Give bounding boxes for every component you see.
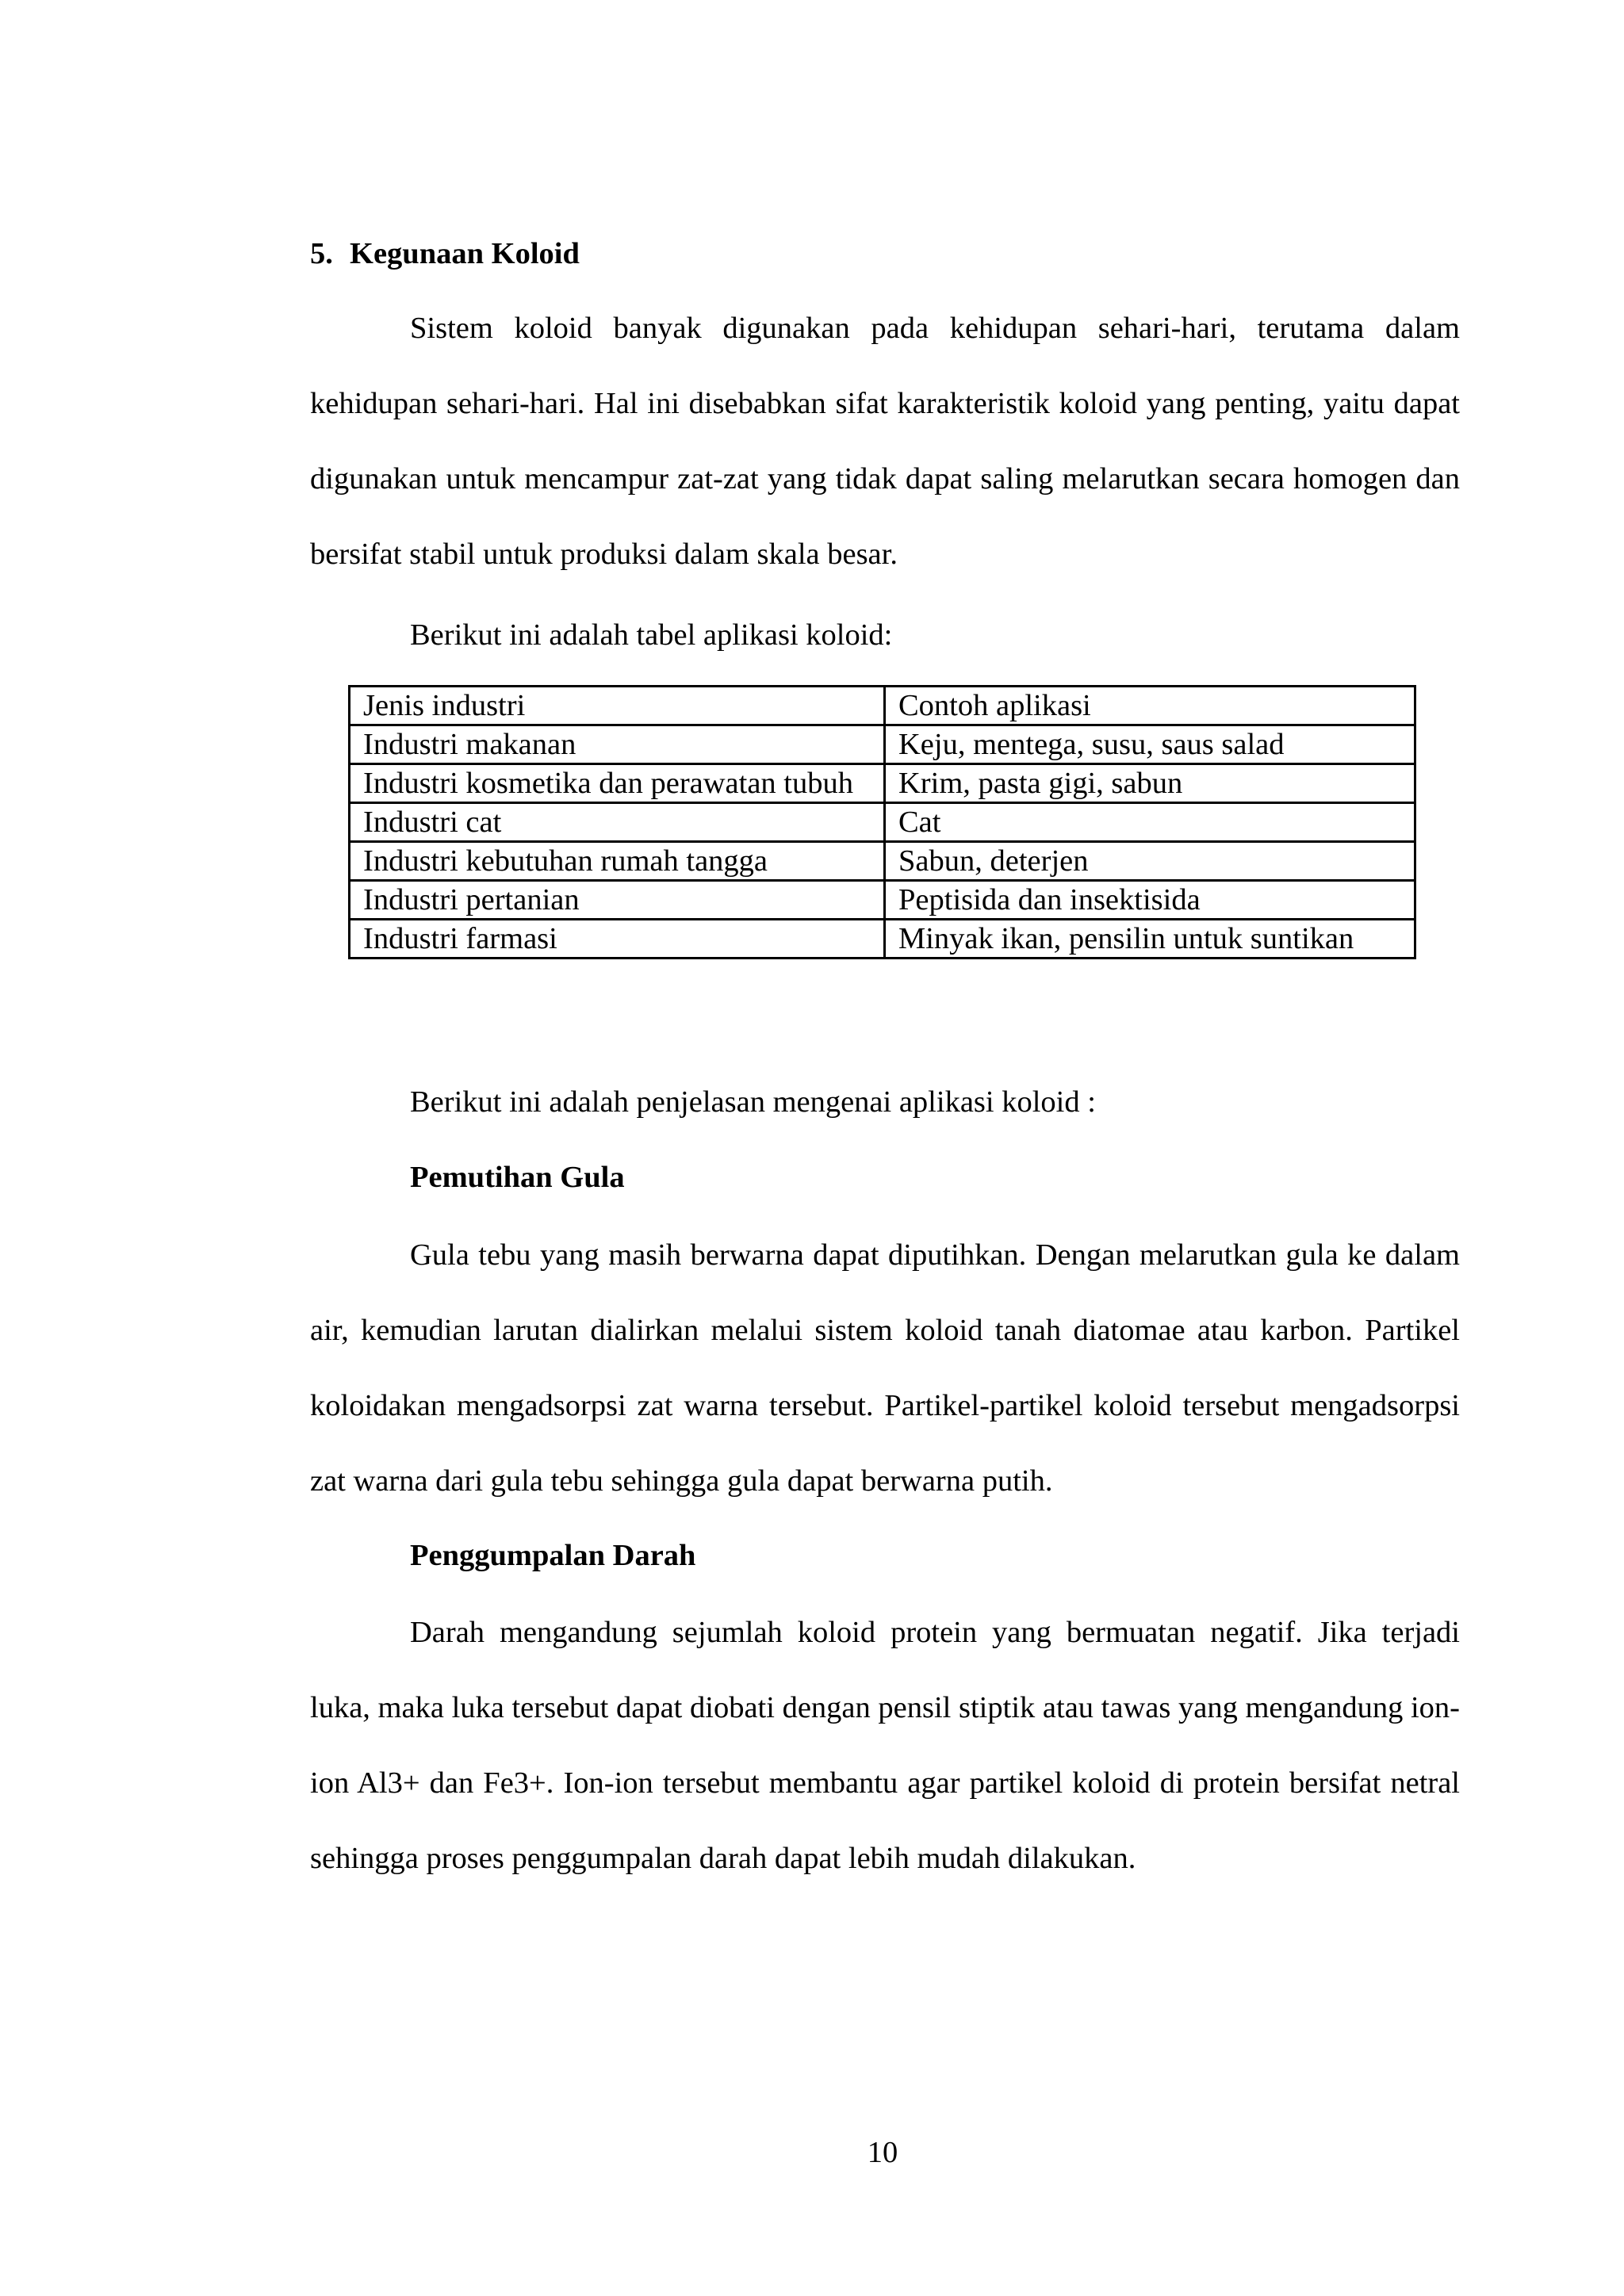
table-header-row xyxy=(350,687,1415,725)
subsection-body: Darah mengandung sejumlah koloid protein yang bermuatan negatif. Jika terjadi luka, maka luka tersebut dapat diobati dengan pensil stiptik atau tawas yang mengandung ion-ion Al3+ dan Fe3+. Ion-ion tersebut membantu agar partikel koloid di protein bersifat netral sehingga proses penggumpalan darah dapat lebih mudah dilakukan. xyxy=(310,1616,1460,1875)
applications-table xyxy=(348,685,1416,959)
intro-paragraph-block xyxy=(310,291,1460,592)
page-number: 10 xyxy=(867,2136,898,2169)
table-header-cell: Jenis industri xyxy=(350,687,885,725)
subsection-body-block xyxy=(310,1218,1460,1519)
section-heading xyxy=(310,234,580,274)
explanation-intro: Berikut ini adalah penjelasan mengenai aplikasi koloid : xyxy=(410,1085,1096,1119)
table-cell: Sabun, deterjen xyxy=(885,842,1415,881)
table-cell: Krim, pasta gigi, sabun xyxy=(885,764,1415,803)
subsection-title: Penggumpalan Darah xyxy=(410,1539,696,1572)
table-row xyxy=(350,803,1415,842)
section-number: 5. xyxy=(310,237,333,270)
subsection-title: Pemutihan Gula xyxy=(410,1161,625,1194)
table-row xyxy=(350,764,1415,803)
table-cell: Industri makanan xyxy=(350,725,885,764)
table-cell: Keju, mentega, susu, saus salad xyxy=(885,725,1415,764)
table-intro: Berikut ini adalah tabel aplikasi koloid: xyxy=(410,618,893,652)
table-row xyxy=(350,725,1415,764)
intro-paragraph: Sistem koloid banyak digunakan pada kehidupan sehari-hari, terutama dalam kehidupan sehari-hari. Hal ini disebabkan sifat karakteristik koloid yang penting, yaitu dapat digunakan untuk mencampur zat-zat yang tidak dapat saling melarutkan secara homogen dan bersifat stabil untuk produksi dalam skala besar. xyxy=(310,312,1460,571)
table-header-cell: Contoh aplikasi xyxy=(885,687,1415,725)
subsection-body: Gula tebu yang masih berwarna dapat diputihkan. Dengan melarutkan gula ke dalam air, kemudian larutan dialirkan melalui sistem koloid tanah diatomae atau karbon. Partikel koloidakan mengadsorpsi zat warna tersebut. Partikel-partikel koloid tersebut mengadsorpsi zat warna dari gula tebu sehingga gula dapat berwarna putih. xyxy=(310,1238,1460,1498)
table-cell: Industri pertanian xyxy=(350,881,885,920)
table-row xyxy=(350,881,1415,920)
section-title: Kegunaan Koloid xyxy=(350,237,580,270)
table-row xyxy=(350,920,1415,959)
table-cell: Industri farmasi xyxy=(350,920,885,959)
subsection-body-block xyxy=(310,1595,1460,1896)
table-cell: Peptisida dan insektisida xyxy=(885,881,1415,920)
table-row xyxy=(350,842,1415,881)
table-cell xyxy=(350,764,885,803)
table-cell-text: Industri kosmetika dan perawatan tubuh xyxy=(363,767,853,800)
table-cell: Industri cat xyxy=(350,803,885,842)
table-cell: Cat xyxy=(885,803,1415,842)
table-cell: Industri kebutuhan rumah tangga xyxy=(350,842,885,881)
table-cell: Minyak ikan, pensilin untuk suntikan xyxy=(885,920,1415,959)
